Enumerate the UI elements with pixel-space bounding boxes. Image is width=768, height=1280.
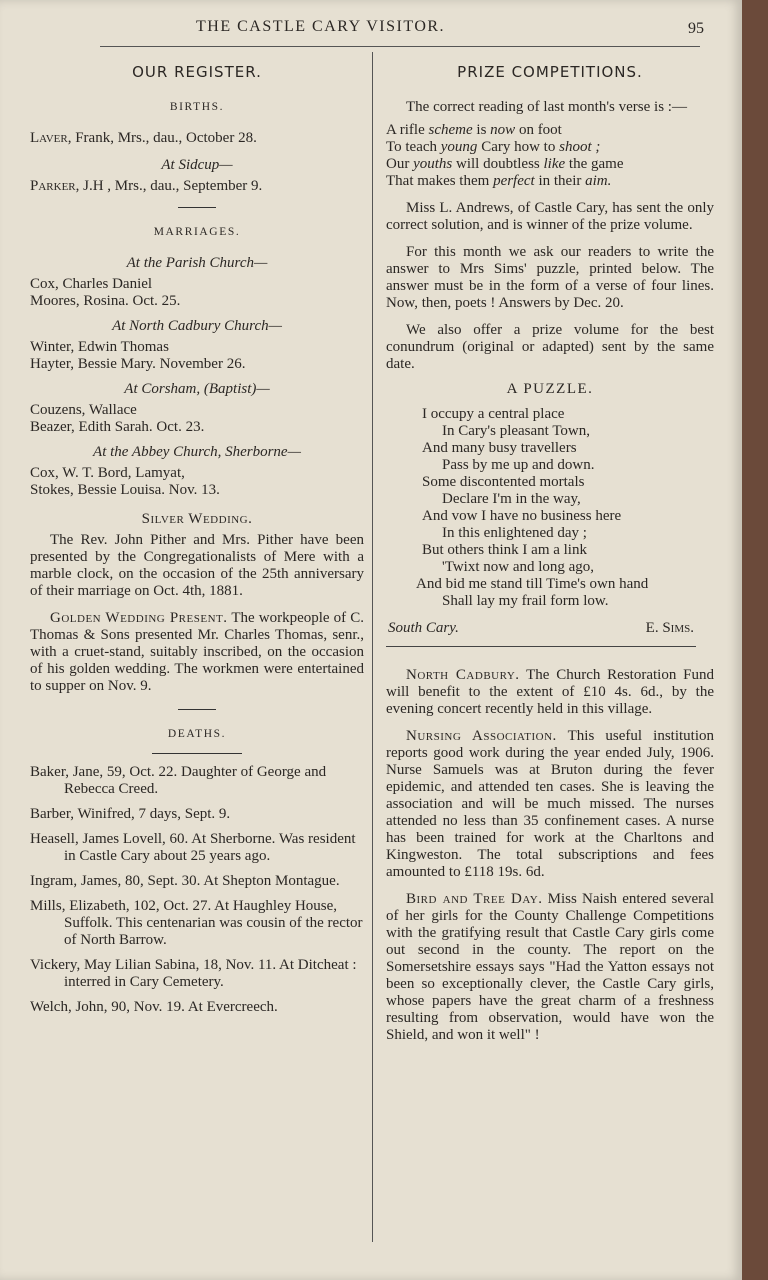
verse-emphasis: aim. <box>585 173 612 189</box>
verse-emphasis: youths <box>413 156 453 172</box>
marriage-entry <box>30 339 364 373</box>
birth-entry <box>30 130 364 147</box>
entry-text: , James, 80, Sept. 30. At Shepton Montague. <box>73 873 340 889</box>
paragraph-text: The workpeople of C. Thomas & Sons presented Mr. Charles Thomas, senr., with a cruet-stand, suitably inscribed, on the occasion of his golden wedding. The workmen were entertained to supper on Nov. 9. <box>30 610 364 694</box>
column-divider <box>372 52 373 1242</box>
paragraph-lead: Bird and Tree Day. <box>406 891 543 907</box>
puzzle-line: Declare I'm in the way, <box>442 491 581 507</box>
section-rule <box>386 646 696 647</box>
entry-name: Hayter <box>30 356 71 372</box>
births-heading: BIRTHS. <box>169 101 225 113</box>
entry-text: , Bessie Mary. November 26. <box>70 356 246 372</box>
puzzle-line: In Cary's pleasant Town, <box>442 423 591 439</box>
entry-text: , Charles Daniel <box>55 276 153 292</box>
verse-line <box>386 122 714 139</box>
conundrum-offer-paragraph: We also offer a prize volume for the best conundrum (original or adapted) sent by the same date. <box>386 322 714 372</box>
paragraph-lead: North Cadbury. <box>406 667 520 683</box>
place-heading: At North Cadbury Church— <box>112 318 282 334</box>
golden-wedding-paragraph <box>30 610 364 695</box>
entry-name: Mills <box>30 898 62 914</box>
birth-entry <box>30 178 364 195</box>
puzzle-line: 'Twixt now and long ago, <box>442 559 595 575</box>
entry-text: , James Lovell, 60. At Sherborne. Was resident in Castle Cary about 25 years ago. <box>64 831 356 864</box>
entry-name: Laver <box>30 130 68 146</box>
deaths-heading: DEATHS. <box>167 728 227 740</box>
paragraph-text: This useful institution reports good work during the year ended July, 1906. Nurse Samuels was at Bruton during the fever epidemic, and attended ten cases. She is leaving the association and will be much missed. The nurses attended no less than 35 confinement cases. A nurse has been trained for work at the Charltons and Kingweston. The total subscriptions and fees amounted to £118 19s. 6d. <box>386 728 714 880</box>
puzzle-line: And bid me stand till Time's own hand <box>416 576 649 592</box>
puzzle-line: I occupy a central place <box>422 406 565 422</box>
puzzle-line: Some discontented mortals <box>422 474 585 490</box>
death-entry <box>30 831 364 865</box>
entry-name: Vickery <box>30 957 77 973</box>
page-number: 95 <box>688 20 704 37</box>
puzzle-signature <box>386 620 714 638</box>
entry-text: , John, 90, Nov. 19. At Evercreech. <box>67 999 278 1015</box>
signature-place: South Cary. <box>388 620 459 636</box>
bird-tree-day-paragraph <box>386 891 714 1044</box>
section-dash <box>178 709 216 710</box>
verse-text: is <box>472 122 491 138</box>
verse-emphasis: perfect <box>493 173 535 189</box>
verse-intro: The correct reading of last month's verse is :— <box>406 99 687 115</box>
verse-text: Cary how to <box>477 139 560 155</box>
marriage-entry <box>30 402 364 436</box>
death-entry <box>30 806 364 823</box>
entry-name: Couzens <box>30 402 82 418</box>
entry-name: Cox <box>30 276 56 292</box>
verse-text: A rifle <box>386 122 429 138</box>
verse-text: That makes them <box>386 173 494 189</box>
puzzle-line: And vow I have no business here <box>422 508 622 524</box>
nursing-association-paragraph <box>386 728 714 881</box>
header-rule <box>100 46 700 47</box>
paragraph-lead: Golden Wedding Present. <box>50 610 228 626</box>
monthly-competition-paragraph: For this month we ask our readers to write the answer to Mrs Sims' puzzle, printed below. The answer must be in the form of a verse of four lines. Now, then, poets ! Answers by Dec. 20. <box>386 244 714 311</box>
entry-text: , J.H , Mrs., dau., September 9. <box>75 178 263 194</box>
verse-emphasis: now <box>490 122 516 138</box>
competitions-column <box>386 62 714 1044</box>
death-entry <box>30 873 364 890</box>
paragraph-text: Miss Naish entered several of her girls for the County Challenge Competitions with the gratifying result that Castle Cary girls come out second in the county. The report on the Somersetshire essays says "Had the Yatton essays not been so exceptionally clever, the Castle Cary girls, whose papers have the great charm of a freshness resulting from observation, would have won the Shield, and won it well" ! <box>386 891 714 1043</box>
place-heading: At Corsham, (Baptist)— <box>124 381 270 397</box>
publication-title: THE CASTLE CARY VISITOR. <box>196 18 446 35</box>
puzzle-line: But others think I am a link <box>422 542 587 558</box>
section-dash <box>178 207 216 208</box>
paragraph-text: The Church Restoration Fund will benefit to the extent of £10 4s. 6d., by the evening concert recently held in this village. <box>386 667 714 717</box>
entry-name: Ingram <box>30 873 74 889</box>
death-entry <box>30 898 364 949</box>
entry-name: Baker <box>30 764 66 780</box>
section-rule <box>152 753 242 754</box>
verse-text: on foot <box>515 122 562 138</box>
silver-wedding-heading: Silver Wedding. <box>141 511 253 527</box>
entry-name: Barber <box>30 806 71 822</box>
verse-emphasis: scheme <box>428 122 473 138</box>
marriage-entry <box>30 465 364 499</box>
puzzle-line: In this enlightened day ; <box>442 525 587 541</box>
verse-line <box>386 139 714 156</box>
north-cadbury-paragraph <box>386 667 714 718</box>
register-column <box>30 62 364 1016</box>
verse-text: To teach <box>386 139 441 155</box>
verse-text: will doubtless <box>452 156 544 172</box>
entry-text: , Elizabeth, 102, Oct. 27. At Haughley House, Suffolk. This centenarian was cousin of the rector of North Barrow. <box>61 898 363 948</box>
entry-name: Parker <box>30 178 76 194</box>
running-header <box>0 18 742 42</box>
entry-text: , May Lilian Sabina, 18, Nov. 11. At Ditcheat : interred in Cary Cemetery. <box>64 957 357 990</box>
death-entry <box>30 764 364 798</box>
entry-text: , Edwin Thomas <box>70 339 169 355</box>
entry-name: Cox <box>30 465 56 481</box>
place-heading: At the Abbey Church, Sherborne— <box>93 444 301 460</box>
answer-verse <box>386 122 714 190</box>
puzzle-line: Pass by me up and down. <box>442 457 595 473</box>
entry-name: Moores <box>30 293 76 309</box>
verse-emphasis: like <box>543 156 566 172</box>
verse-emphasis: shoot ; <box>559 139 601 155</box>
verse-line <box>386 156 714 173</box>
entry-name: Beazer <box>30 419 72 435</box>
paragraph-lead: Nursing Association. <box>406 728 557 744</box>
signature-name: E. Sims. <box>645 620 694 636</box>
entry-text: , Edith Sarah. Oct. 23. <box>71 419 205 435</box>
entry-text: , Winifred, 7 days, Sept. 9. <box>70 806 231 822</box>
entry-name: Welch <box>30 999 68 1015</box>
death-entry <box>30 957 364 991</box>
entry-text: , Jane, 59, Oct. 22. Daughter of George and Rebecca Creed. <box>64 764 327 797</box>
entry-text: , Rosina. Oct. 25. <box>75 293 181 309</box>
verse-text: Our <box>386 156 414 172</box>
verse-line <box>386 173 714 190</box>
entry-text: , Frank, Mrs., dau., October 28. <box>67 130 257 146</box>
puzzle-poem <box>386 406 714 610</box>
competitions-heading: PRIZE COMPETITIONS. <box>457 63 643 81</box>
register-heading: OUR REGISTER. <box>132 63 262 81</box>
puzzle-line: Shall lay my frail form low. <box>442 593 609 609</box>
marriage-entry <box>30 276 364 310</box>
puzzle-line: And many busy travellers <box>422 440 577 456</box>
place-heading: At the Parish Church— <box>126 255 268 271</box>
silver-wedding-text: The Rev. John Pither and Mrs. Pither have been presented by the Congregationalists of Mere with a marble clock, on the occasion of the 25th anniversary of their marriage on Oct. 4th, 1881. <box>30 532 364 599</box>
verse-text: in their <box>534 173 586 189</box>
entry-name: Heasell <box>30 831 75 847</box>
place-heading: At Sidcup— <box>161 157 233 173</box>
entry-text: , Wallace <box>81 402 137 418</box>
entry-name: Winter <box>30 339 71 355</box>
entry-name: Stokes <box>30 482 71 498</box>
entry-text: , Bessie Louisa. Nov. 13. <box>70 482 220 498</box>
puzzle-title: A PUZZLE. <box>506 381 594 397</box>
winner-paragraph: Miss L. Andrews, of Castle Cary, has sent the only correct solution, and is winner of the prize volume. <box>386 200 714 233</box>
verse-text: the game <box>565 156 624 172</box>
marriages-heading: MARRIAGES. <box>153 226 241 238</box>
death-entry <box>30 999 364 1016</box>
entry-text: , W. T. Bord, Lamyat, <box>55 465 185 481</box>
verse-emphasis: young <box>440 139 478 155</box>
